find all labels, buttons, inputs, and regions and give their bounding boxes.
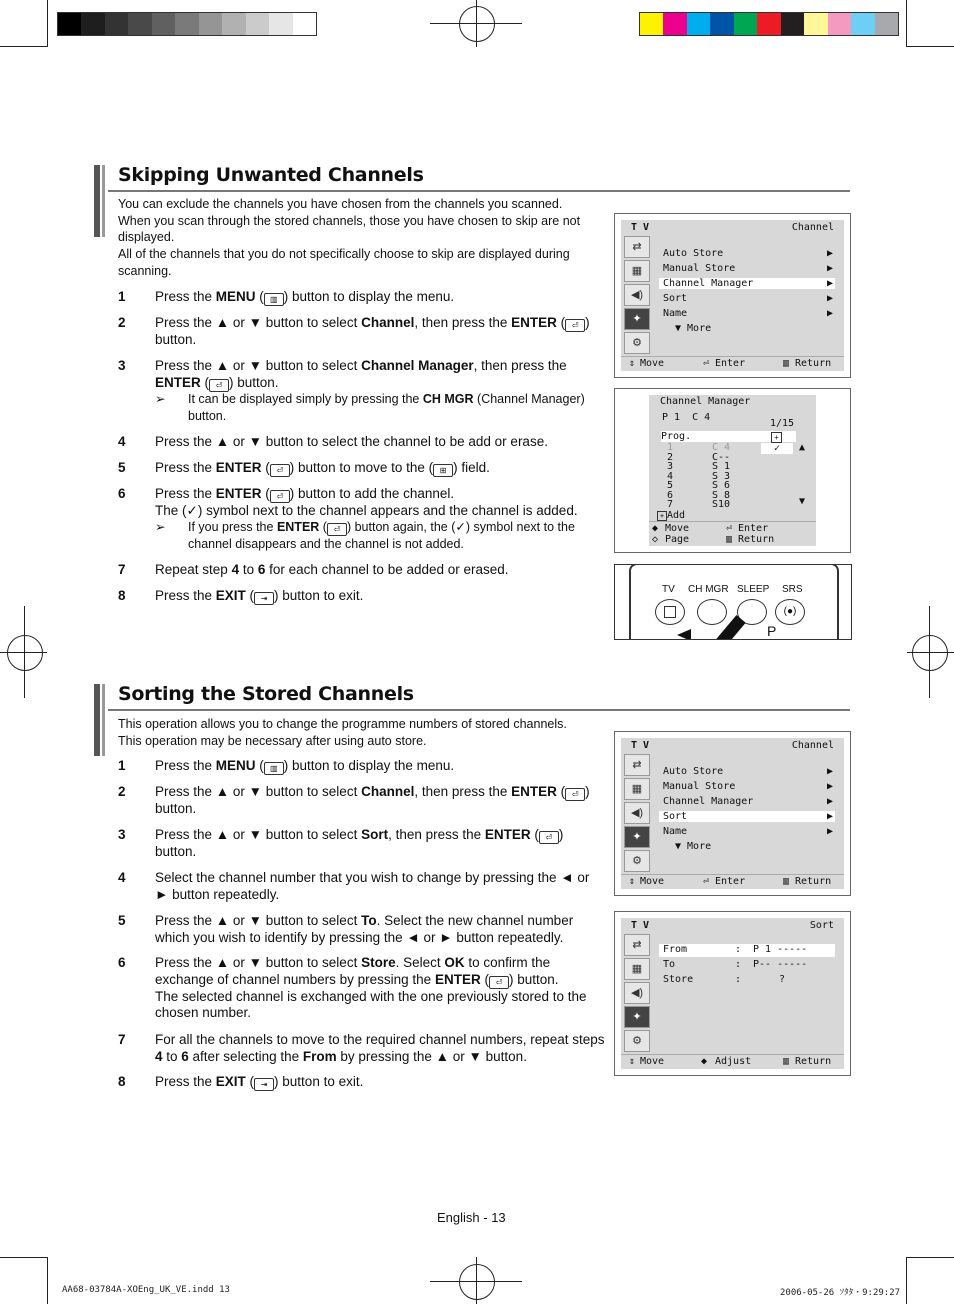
crop-mark: [0, 46, 47, 47]
menu-icon: ▥: [783, 1056, 790, 1067]
menu-item: Channel Manager ▶: [659, 278, 835, 289]
tv-button-label: TV: [662, 584, 675, 595]
menu-item: Name ▶: [663, 826, 833, 837]
arrow-right-icon: ▶: [826, 781, 833, 792]
arrow-right-icon: ▶: [826, 308, 833, 319]
menu-item: Manual Store ▶: [663, 263, 833, 274]
channel-row: 4 S 3: [667, 470, 731, 482]
color-swatch: [687, 13, 710, 35]
setup-icon: ⚙: [624, 1030, 650, 1052]
remote-control-illustration: [614, 564, 852, 640]
osd-sort: T V Sort ⇄ ▦ ◀) ✦ ⚙ From : P 1 ----- To : P-- ----- Store : ? ⇕ Move ◆ Adjust ▥ Return: [614, 911, 851, 1076]
osd-title: Channel: [791, 222, 834, 233]
more-item: ▼ More: [675, 323, 712, 334]
color-swatch: [640, 13, 663, 35]
color-swatch: [781, 13, 804, 35]
input-icon: ⇄: [624, 236, 650, 258]
section-title: Skipping Unwanted Channels: [118, 164, 424, 186]
osd-tv-label: T V: [631, 740, 650, 751]
scroll-down-icon: ▼: [799, 496, 806, 507]
channel-row: 1 C 4: [667, 442, 731, 453]
sort-row: Store : ?: [663, 974, 786, 985]
tv-button: [655, 599, 685, 625]
enter-icon: ⏎: [703, 358, 710, 369]
color-swatch: [222, 13, 245, 35]
setup-icon: ⚙: [624, 850, 650, 872]
color-swatch: [58, 13, 81, 35]
channel-icon: ✦: [624, 308, 650, 330]
crop-mark: [0, 1257, 47, 1258]
exit-icon: ⇥: [254, 592, 274, 605]
sleep-button-label: SLEEP: [737, 584, 770, 595]
channel-row: 3 S 1: [667, 461, 731, 472]
channel-icon: ✦: [624, 1006, 650, 1028]
page-icon: ◇: [652, 534, 659, 545]
crop-mark: [47, 0, 48, 47]
enter-icon: ⏎: [270, 464, 290, 477]
arrow-right-icon: ▶: [826, 263, 833, 274]
color-swatch: [804, 13, 827, 35]
osd-title: Channel: [791, 740, 834, 751]
move-icon: ⇕: [629, 876, 636, 887]
color-swatch: [293, 13, 316, 35]
sound-icon: ◀): [624, 982, 650, 1004]
menu-item: Manual Store ▶: [663, 781, 833, 792]
ch-mgr-button: [697, 599, 727, 625]
sort-row: To : P-- -----: [663, 959, 808, 970]
osd-tv-label: T V: [631, 920, 650, 931]
enter-icon: ⏎: [726, 523, 733, 534]
sound-icon: ◀): [624, 802, 650, 824]
color-swatch: [152, 13, 175, 35]
color-swatch: [875, 13, 898, 35]
channel-row: 5 S 6: [667, 480, 731, 491]
srs-button-label: SRS: [782, 584, 803, 595]
input-icon: ⇄: [624, 754, 650, 776]
sort-row: From : P 1 -----: [659, 944, 835, 957]
add-legend: + Add: [657, 510, 685, 521]
crop-mark: [47, 1257, 48, 1304]
color-swatch: [828, 13, 851, 35]
color-swatch: [851, 13, 874, 35]
scroll-up-icon: ▲: [799, 442, 806, 453]
crop-mark: [907, 1257, 954, 1258]
channel-row: 6 S 8: [667, 489, 731, 501]
arrow-right-icon: ▶: [826, 766, 833, 777]
menu-icon: ▥: [264, 293, 284, 306]
adjust-icon: ◆: [701, 1056, 708, 1067]
color-swatch: [175, 13, 198, 35]
enter-icon: ⏎: [270, 490, 290, 503]
osd-pc: P 1 C 4: [662, 412, 711, 423]
osd-page-count: 1/15: [770, 418, 795, 429]
picture-icon: ▦: [624, 260, 650, 282]
color-swatch: [105, 13, 128, 35]
exit-icon: ⇥: [254, 1078, 274, 1091]
menu-item: Auto Store ▶: [663, 248, 833, 259]
page-number: English - 13: [437, 1210, 506, 1225]
color-swatch: [269, 13, 292, 35]
crop-mark: [906, 0, 907, 47]
move-icon: ⇕: [629, 358, 636, 369]
color-swatch: [757, 13, 780, 35]
sound-icon: ◀): [624, 284, 650, 306]
color-swatch: [81, 13, 104, 35]
check-mark: ✓: [761, 443, 793, 454]
setup-icon: ⚙: [624, 332, 650, 354]
menu-icon: ▥: [264, 762, 284, 775]
add-field-icon: +: [771, 432, 782, 443]
arrow-right-icon: ▶: [826, 248, 833, 259]
enter-icon: ⏎: [539, 831, 559, 844]
osd-channel-menu-sort: T V Channel ⇄ ▦ ◀) ✦ ⚙ Auto Store ▶ Manual Store ▶ Channel Manager ▶ Sort ▶ Name ▶ ▼ More ⇕ Move ⏎ Enter ▥ Return: [614, 731, 851, 896]
menu-item: Name ▶: [663, 308, 833, 319]
add-icon: ⊞: [433, 464, 453, 477]
menu-item: Sort ▶: [663, 293, 833, 304]
footer-timestamp: 2006-05-26 ｿﾀﾀ・9:29:27: [780, 1288, 901, 1298]
arrow-right-icon: ▶: [826, 796, 833, 807]
channel-icon: ✦: [624, 826, 650, 848]
enter-icon: ⏎: [209, 379, 229, 392]
more-item: ▼ More: [675, 841, 712, 852]
color-swatch: [734, 13, 757, 35]
add-icon: +: [657, 511, 667, 521]
menu-item: Channel Manager ▶: [663, 796, 833, 807]
osd-title: Channel Manager: [660, 396, 751, 407]
menu-item: Auto Store ▶: [663, 766, 833, 777]
channel-row: 2 C--: [667, 451, 731, 463]
color-swatch: [246, 13, 269, 35]
crop-mark: [907, 46, 954, 47]
arrow-right-icon: ▶: [826, 293, 833, 304]
color-swatch: [710, 13, 733, 35]
picture-icon: ▦: [624, 958, 650, 980]
crop-mark: [906, 1257, 907, 1304]
color-calibration-bar: [639, 12, 899, 36]
srs-button: (●): [775, 599, 805, 625]
menu-icon: ▥: [783, 876, 790, 887]
arrow-right-icon: ▶: [826, 826, 833, 837]
enter-icon: ⏎: [703, 876, 710, 887]
color-swatch: [663, 13, 686, 35]
channel-row: 7 S10: [667, 499, 731, 510]
enter-icon: ⏎: [489, 976, 509, 989]
arrow-right-icon: ▶: [826, 278, 833, 289]
osd-title: Sort: [809, 920, 834, 931]
menu-icon: ▥: [783, 358, 790, 369]
enter-icon: ⏎: [327, 523, 347, 536]
input-icon: ⇄: [624, 934, 650, 956]
picture-icon: ▦: [624, 778, 650, 800]
section-title: Sorting the Stored Channels: [118, 683, 414, 705]
move-icon: ⇕: [629, 1056, 636, 1067]
move-icon: ◆: [652, 523, 659, 534]
p-label: P: [767, 623, 777, 639]
osd-prog-header: Prog.: [661, 431, 796, 442]
menu-item: Sort ▶: [659, 811, 835, 822]
menu-icon: ▥: [726, 534, 733, 545]
osd-channel-menu: T V Channel ⇄ ▦ ◀) ✦ ⚙ Auto Store ▶ Manual Store ▶ Channel Manager ▶ Sort ▶ Name ▶ ▼ More ⇕ Move ⏎ Enter ▥ Return: [614, 213, 851, 378]
color-swatch: [128, 13, 151, 35]
intro-text: This operation allows you to change the programme numbers of stored channels. This operation may be necessary after using auto store.: [118, 717, 567, 748]
osd-tv-label: T V: [631, 222, 650, 233]
arrow-left-icon: [677, 629, 691, 640]
footer-file: AA68-03784A-XOEng_UK_VE.indd 13: [62, 1285, 230, 1295]
arrow-right-icon: ▶: [826, 811, 833, 822]
enter-icon: ⏎: [565, 788, 585, 801]
gray-calibration-bar: [57, 12, 317, 36]
color-swatch: [199, 13, 222, 35]
intro-text: You can exclude the channels you have chosen from the channels you scanned. When you scan through the stored channels, those you have chosen to skip are not displayed. All of the channels that you do not specifically choose to skip are displayed during scanning.: [118, 197, 581, 278]
osd-channel-manager: Channel Manager P 1 C 4 1/15 Prog. + ✓ ▲ ▼ 1 C 4 2 C-- 3 S 1 4 S 3 5 S 6 6 S 8 7 S10 + Add ◆ Move ⏎ Enter ◇ Page ▥ Return: [614, 388, 851, 553]
ch-mgr-button-label: CH MGR: [688, 584, 729, 595]
enter-icon: ⏎: [565, 319, 585, 332]
